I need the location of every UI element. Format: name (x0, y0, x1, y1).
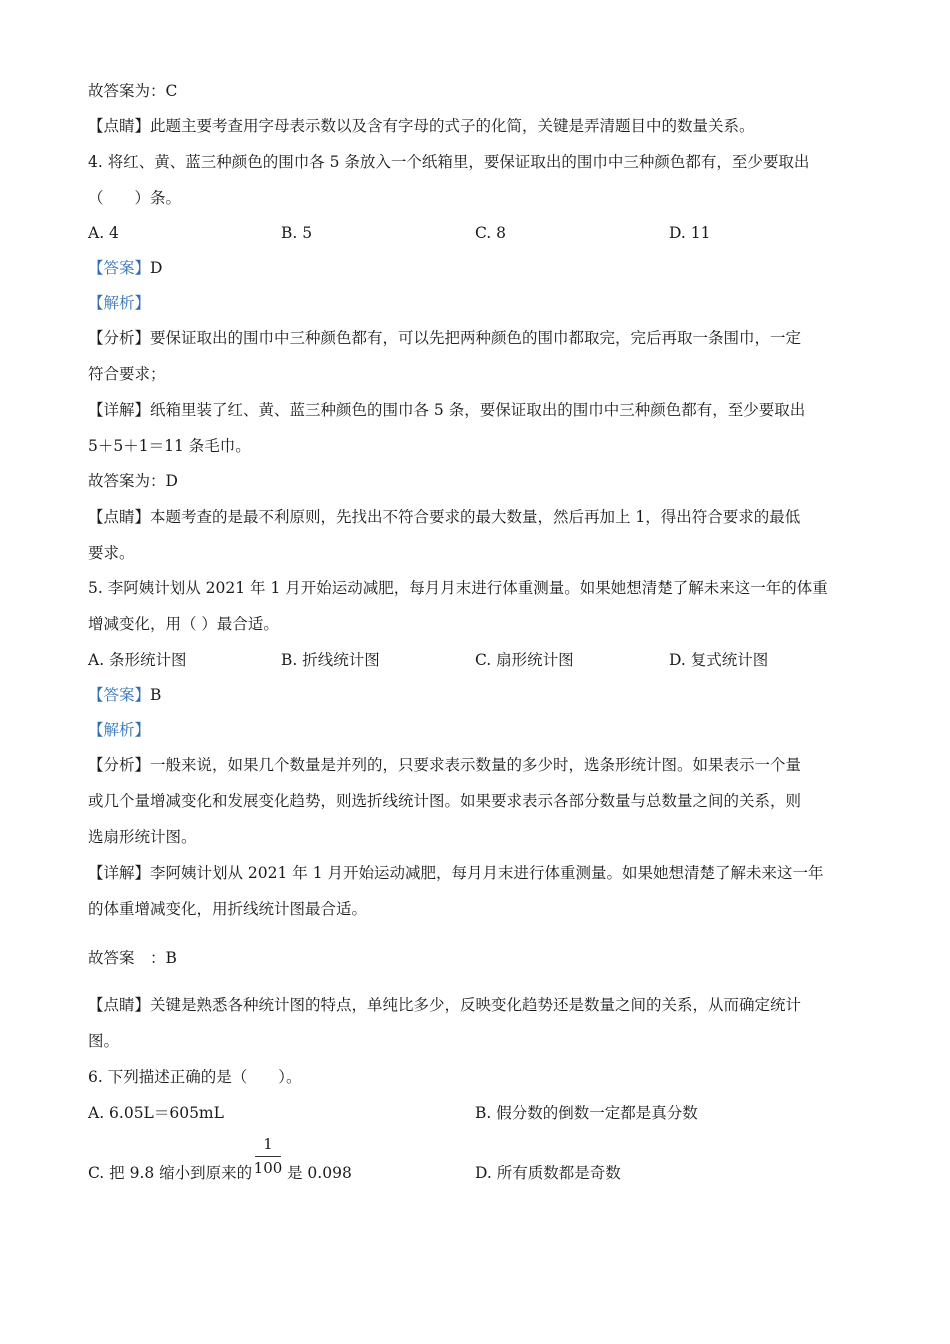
answer-tag: 【答案】 (88, 686, 151, 704)
q5-detail-line2: 的体重增减变化，用折线统计图最合适。 (88, 900, 368, 918)
q6-option-b: B. 假分数的倒数一定都是真分数 (475, 1104, 698, 1122)
q5-stem-line2: 增减变化，用（ ）最合适。 (88, 615, 279, 633)
q5-dianjing-line1: 【点睛】关键是熟悉各种统计图的特点，单纯比多少，反映变化趋势还是数量之间的关系，从而确定统计 (88, 996, 802, 1014)
q5-jiexi-tag: 【解析】 (88, 721, 151, 739)
q4-detail-line2: 5＋5＋1＝11 条毛巾。 (88, 437, 251, 455)
q4-option-b: B. 5 (281, 224, 313, 242)
q5-dianjing-line2: 图。 (88, 1032, 120, 1050)
fraction-denominator: 100 (253, 1159, 283, 1177)
q4-dianjing-line1: 【点睛】本题考查的是最不利原则，先找出不符合要求的最大数量，然后再加上 1，得出符合要求的最低 (88, 508, 801, 526)
answer-value: B (150, 686, 162, 704)
q4-conclusion: 故答案为：D (88, 472, 178, 490)
q4-stem-line2: （ ）条。 (88, 189, 182, 207)
q5-conclusion: 故答案 ：B (88, 949, 177, 967)
q5-analysis-line2: 或几个量增减变化和发展变化趋势，则选折线统计图。如果要求表示各部分数量与总数量之间的关系，则 (88, 792, 802, 810)
q6-option-a: A. 6.05L＝605mL (88, 1104, 224, 1122)
q5-option-d: D. 复式统计图 (669, 651, 769, 669)
q6-option-c-suffix: 是 0.098 (287, 1164, 352, 1182)
q4-stem-line1: 4. 将红、黄、蓝三种颜色的围巾各 5 条放入一个纸箱里，要保证取出的围巾中三种颜色都有，至少要取出 (88, 153, 810, 171)
q4-jiexi-tag: 【解析】 (88, 294, 151, 312)
q5-stem-line1: 5. 李阿姨计划从 2021 年 1 月开始运动减肥，每月月末进行体重测量。如果她想清楚了解未来这一年的体重 (88, 579, 828, 597)
answer-tag: 【答案】 (88, 259, 151, 277)
q4-option-a: A. 4 (88, 224, 119, 242)
q5-option-c: C. 扇形统计图 (475, 651, 574, 669)
q5-detail-line1: 【详解】李阿姨计划从 2021 年 1 月开始运动减肥，每月月末进行体重测量。如果她想清楚了解未来这一年 (88, 864, 824, 882)
q4-detail-line1: 【详解】纸箱里装了红、黄、蓝三种颜色的围巾各 5 条，要保证取出的围巾中三种颜色都有，至少要取出 (88, 401, 806, 419)
q5-analysis-line1: 【分析】一般来说，如果几个数量是并列的，只要求表示数量的多少时，选条形统计图。如果表示一个量 (88, 756, 802, 774)
q5-option-b: B. 折线统计图 (281, 651, 380, 669)
q5-answer (88, 684, 161, 706)
fraction-numerator: 1 (263, 1135, 273, 1153)
q6-option-d: D. 所有质数都是奇数 (475, 1164, 621, 1182)
q4-answer (88, 257, 162, 279)
q6-option-c-fraction (253, 1134, 283, 1184)
q6-stem: 6. 下列描述正确的是（ ）。 (88, 1068, 302, 1086)
q3-dianjing: 【点睛】此题主要考查用字母表示数以及含有字母的式子的化简，关键是弄清题目中的数量关系。 (88, 117, 755, 135)
q4-dianjing-line2: 要求。 (88, 544, 135, 562)
q5-analysis-line3: 选扇形统计图。 (88, 828, 197, 846)
q3-answer-line: 故答案为：C (88, 82, 178, 100)
q4-analysis-line2: 符合要求； (88, 365, 166, 383)
q4-option-d: D. 11 (669, 224, 711, 242)
answer-value: D (150, 259, 163, 277)
q4-option-c: C. 8 (475, 224, 507, 242)
q5-option-a: A. 条形统计图 (88, 651, 187, 669)
q6-option-c-prefix: C. 把 9.8 缩小到原来的 (88, 1164, 253, 1182)
fraction-bar (255, 1156, 281, 1157)
q4-analysis-line1: 【分析】要保证取出的围巾中三种颜色都有，可以先把两种颜色的围巾都取完，完后再取一条围巾，一定 (88, 329, 802, 347)
